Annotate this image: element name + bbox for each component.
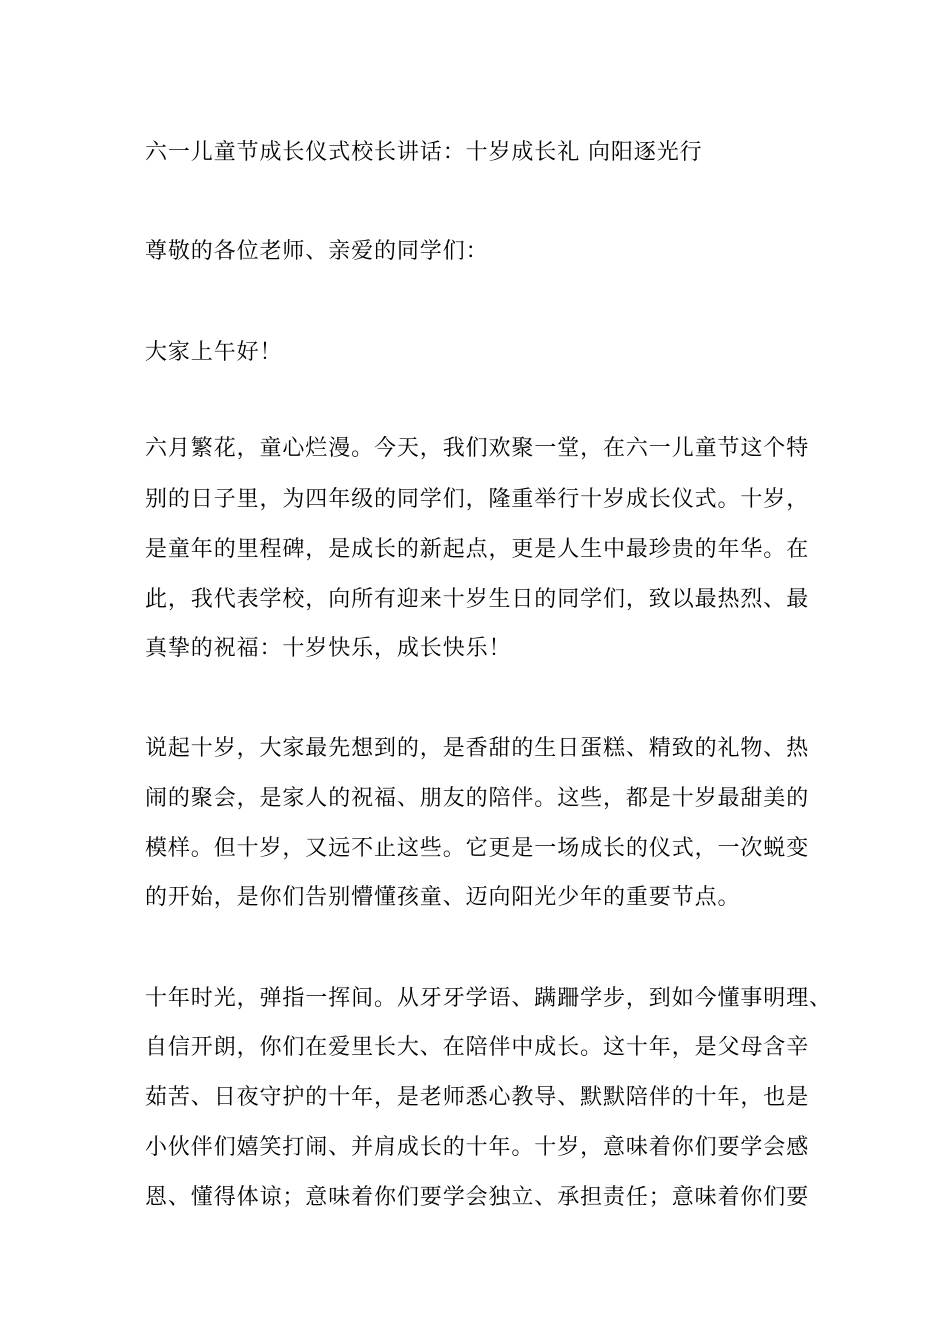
paragraph-line: 真挚的祝福：十岁快乐，成长快乐！ bbox=[145, 636, 512, 661]
paragraph-line: 说起十岁，大家最先想到的，是香甜的生日蛋糕、精致的礼物、热 bbox=[145, 736, 810, 761]
paragraph-line: 此，我代表学校，向所有迎来十岁生日的同学们，致以最热烈、最 bbox=[145, 587, 810, 612]
paragraph-line: 自信开朗，你们在爱里长大、在陪伴中成长。这十年，是父母含辛 bbox=[145, 1035, 810, 1060]
paragraph-line: 恩、懂得体谅；意味着你们要学会独立、承担责任；意味着你们要 bbox=[145, 1185, 810, 1210]
paragraph-line: 的开始，是你们告别懵懂孩童、迈向阳光少年的重要节点。 bbox=[145, 885, 741, 910]
paragraph-line: 别的日子里，为四年级的同学们，隆重举行十岁成长仪式。十岁， bbox=[145, 487, 810, 512]
paragraph-line: 模样。但十岁，又远不止这些。它更是一场成长的仪式，一次蜕变 bbox=[145, 836, 810, 861]
paragraph-line: 六月繁花，童心烂漫。今天，我们欢聚一堂，在六一儿童节这个特 bbox=[145, 436, 810, 461]
paragraph-line: 闹的聚会，是家人的祝福、朋友的陪伴。这些，都是十岁最甜美的 bbox=[145, 786, 810, 811]
paragraph-line: 是童年的里程碑，是成长的新起点，更是人生中最珍贵的年华。在 bbox=[145, 537, 810, 562]
paragraph-line: 十年时光，弹指一挥间。从牙牙学语、蹒跚学步，到如今懂事明理、 bbox=[145, 986, 833, 1011]
salutation: 尊敬的各位老师、亲爱的同学们： bbox=[145, 239, 489, 264]
paragraph-line: 小伙伴们嬉笑打闹、并肩成长的十年。十岁，意味着你们要学会感 bbox=[145, 1135, 810, 1160]
paragraph-line: 茹苦、日夜守护的十年，是老师悉心教导、默默陪伴的十年，也是 bbox=[145, 1085, 810, 1110]
greeting: 大家上午好！ bbox=[145, 340, 283, 365]
document-title: 六一儿童节成长仪式校长讲话：十岁成长礼 向阳逐光行 bbox=[145, 140, 703, 165]
